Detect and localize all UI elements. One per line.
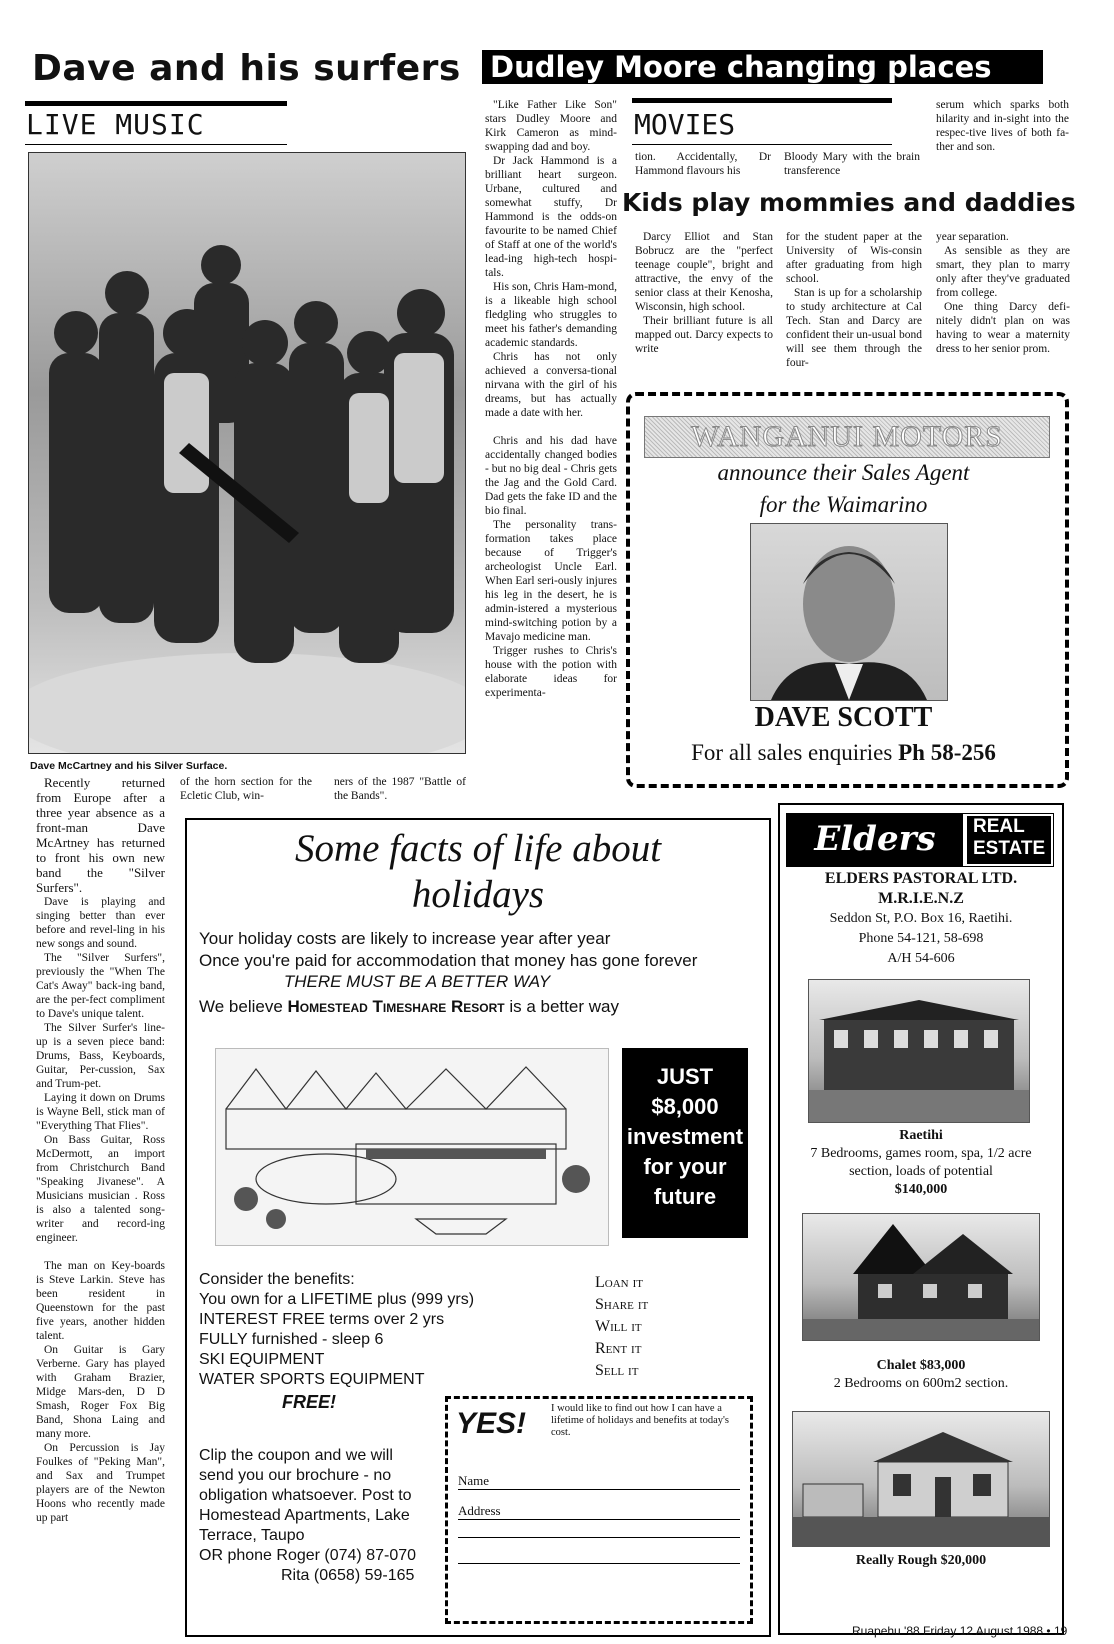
paragraph: Dr Jack Hammond is a brilliant heart surgeon. Urbane, cultured and somewhat stuffy, Dr Hammond is the odds-on favourite to be named Chief of Staff at one of the world's lead-ing high-tech hospi-tals.: [485, 155, 617, 279]
name-label: Name: [458, 1473, 490, 1488]
promo-box: [622, 1048, 748, 1238]
address: Seddon St, P.O. Box 16, Raetihi.: [829, 911, 1013, 926]
benefits-list: [199, 1270, 474, 1390]
kids-column-1: [635, 230, 773, 356]
real-estate-badge: [967, 816, 1051, 864]
coupon-address-line-2[interactable]: [458, 1537, 740, 1538]
elders-contact: [780, 869, 1062, 969]
intro-line: Once you're paid for accommodation that money has gone forever: [199, 951, 698, 970]
portrait-illustration: [751, 524, 947, 700]
listing-desc: 2 Bedrooms on 600m2 section.: [833, 1376, 1009, 1391]
listing-price: $140,000: [894, 1182, 948, 1197]
badge-line: REAL: [973, 816, 1025, 837]
wanganui-motors-ad: [626, 392, 1069, 788]
coupon[interactable]: [445, 1396, 753, 1624]
phone: Phone 54-121, 58-698: [858, 931, 984, 946]
clip-line: Clip the coupon and we will: [199, 1447, 393, 1464]
rule: [632, 144, 892, 145]
intro-line: Your holiday costs are likely to increase year after year: [199, 929, 611, 948]
actions-list: [595, 1272, 648, 1382]
headline-dave: Dave and his surfers: [32, 48, 461, 89]
band-members-illustration: [29, 153, 465, 753]
clip-line: obligation whatsoever. Post to: [199, 1487, 412, 1504]
band-photo: [28, 152, 466, 754]
promo-line: $8,000: [651, 1094, 719, 1119]
paragraph: Chris has not only achieved a conversa-tional nirvana with the girl of his dreams, but has actually made a date with her.: [485, 351, 617, 419]
coupon-name-field[interactable]: [458, 1473, 740, 1490]
paragraph: Recently returned from Europe after a three year absence as a front-man Dave McArtney has returned to front his own new band the "Silver Surfers".: [36, 775, 165, 895]
promo-line: JUST: [656, 1064, 714, 1089]
agent-name: DAVE SCOTT: [754, 702, 933, 733]
action-item: Sell it: [595, 1362, 639, 1379]
paragraph: Dave is playing and singing better than ever before and revel-ling in his new songs and sound.: [36, 896, 165, 950]
benefit-item: Consider the benefits:: [199, 1271, 355, 1288]
resort-line: [199, 997, 619, 1017]
paragraph: His son, Chris Ham-mond, is a likeable high school fledgling who struggles to meet his father's demanding academic standards.: [485, 281, 617, 349]
paragraph: On Bass Guitar, Ross McDermott, an import from Christchurch Band "Speaking Jivanese". A Musicians musician . Ross is also a talented song-writer and record-ing engineer.: [36, 1134, 165, 1244]
action-item: Share it: [595, 1296, 649, 1313]
paragraph: Their brilliant future is all mapped out. Darcy expects to write: [635, 315, 773, 355]
paragraph: Stan is up for a scholarship to study architecture at Cal Tech. Stan and Darcy are confident their un-usual bond will see them through the four-: [786, 287, 922, 369]
cottage-drawing: [793, 1412, 1049, 1546]
chalet-drawing: [803, 1214, 1039, 1340]
movies-column-1: [485, 98, 617, 700]
paragraph: Trigger rushes to Chris's house with the potion with elaborate ideas for experimenta-: [485, 645, 617, 699]
paragraph: As sensible as they are smart, they plan to marry only after they've graduated from college.: [936, 245, 1070, 299]
phone-number: Ph 58-256: [898, 740, 996, 765]
agent-portrait: [750, 523, 948, 701]
paragraph: Darcy Elliot and Stan Bobrucz are the "perfect teenage couple", bright and attractive, the envy of the senior class at their Kenosha, Wisconsin, high school.: [635, 231, 773, 313]
elders-logo: Elders: [787, 814, 963, 866]
clip-line: Terrace, Taupo: [199, 1527, 305, 1544]
action-item: Will it: [595, 1318, 642, 1335]
holiday-ad: [185, 818, 771, 1637]
rule: [25, 101, 287, 106]
benefit-item: You own for a LIFETIME plus (999 yrs): [199, 1291, 475, 1308]
resort-drawing: [216, 1049, 608, 1245]
listing-title: Chalet $83,000: [876, 1358, 966, 1373]
kids-column-2: [786, 230, 922, 370]
benefit-item: INTEREST FREE terms over 2 yrs: [199, 1311, 445, 1328]
property-photo-really-rough: [792, 1411, 1050, 1547]
paragraph: The Silver Surfer's line-up is a seven piece band: Drums, Bass, Keyboards, Guitar, Per-cussion, Sax and Trum-pet.: [36, 1022, 165, 1090]
listing-chalet: [780, 1357, 1062, 1393]
live-music-column-2: [180, 775, 312, 803]
rule: [632, 98, 892, 103]
listing-really-rough: Really Rough $20,000: [855, 1553, 987, 1568]
section-movies: MOVIES: [634, 108, 736, 141]
headline-dudley: Dudley Moore changing places: [482, 50, 1043, 84]
company-name: ELDERS PASTORAL LTD.: [824, 870, 1018, 887]
house-drawing: [809, 980, 1029, 1122]
holiday-intro: [199, 928, 697, 972]
paragraph: On Percussion is Jay Foulkes of "Peking Man", and Sax and Trumpet players are of the Newton Hoons who recently made up part: [36, 1442, 165, 1524]
promo-line: investment: [626, 1124, 744, 1149]
benefit-item: SKI EQUIPMENT: [199, 1351, 325, 1368]
enquiries-label: For all sales enquiries: [691, 740, 893, 765]
clip-line: Rita (0658) 59-165: [281, 1567, 415, 1584]
listing-raetihi: [780, 1127, 1062, 1199]
address-label: Address: [458, 1503, 501, 1518]
live-music-column-1: [36, 775, 165, 1525]
free-label: FREE!: [282, 1392, 336, 1412]
page-footer: Ruapehu '88 Friday 12 August 1988 • 19: [852, 1624, 1068, 1638]
after-hours: A/H 54-606: [887, 951, 955, 966]
paragraph: ners of the 1987 "Battle of the Bands".: [334, 776, 466, 802]
paragraph: The "Silver Surfers", previously the "When The Cat's Away" back-ing band, are the per-fect compliment to Dave's unique talent.: [36, 952, 165, 1020]
benefit-item: FULLY furnished - sleep 6: [199, 1331, 384, 1348]
live-music-column-3: [334, 775, 466, 803]
resort-text: We believe: [199, 997, 283, 1016]
paragraph: One thing Darcy defi-nitely didn't plan on was having to wear a maternity dress to her senior prom.: [936, 301, 1070, 355]
promo-line: future: [653, 1184, 717, 1209]
wanganui-motors-logo: WANGANUI MOTORS: [644, 416, 1050, 458]
listing-desc: 7 Bedrooms, games room, spa, 1/2 acre section, loads of potential: [810, 1146, 1032, 1179]
movies-column-2: [635, 150, 771, 178]
paragraph: Laying it down on Drums is Wayne Bell, stick man of "Everything That Flies".: [36, 1092, 165, 1132]
movies-column-3: [784, 150, 920, 178]
movies-column-4: [936, 98, 1069, 154]
holiday-title-2: holidays: [411, 873, 545, 916]
paragraph: for the student paper at the University of Wis-consin after graduating from high school.: [786, 231, 922, 285]
property-photo-chalet: [802, 1213, 1040, 1341]
paragraph: Bloody Mary with the brain transference: [784, 151, 920, 177]
better-way: THERE MUST BE A BETTER WAY: [283, 972, 551, 991]
photo-caption: Dave McCartney and his Silver Surface.: [30, 760, 228, 772]
paragraph: The personality trans-formation takes place because of Trigger's archeologist Uncle Earl. When Earl seri-ously injures his leg in the desert, he is admin-istered a mysterious mind-switching potion by a Mavajo medicine man.: [485, 519, 617, 643]
coupon-yes: YES!: [456, 1407, 527, 1440]
clip-line: send you our brochure - no: [199, 1467, 392, 1484]
resort-illustration: [215, 1048, 609, 1246]
clip-coupon-text: [199, 1446, 416, 1586]
ad-line-2: for the Waimarino: [759, 492, 928, 517]
paragraph: serum which sparks both hilarity and in-sight into the respec-tive lives of both fa-ther and son.: [936, 99, 1069, 153]
rule: [25, 144, 287, 145]
paragraph: On Guitar is Gary Verberne. Gary has played with Graham Brazier, Midge Mars-den, D D Smash, Roger Fox Big Band, Shona Laing and many more.: [36, 1344, 165, 1440]
section-live-music: LIVE MUSIC: [26, 108, 205, 141]
action-item: Loan it: [595, 1274, 643, 1291]
benefit-item: WATER SPORTS EQUIPMENT: [199, 1371, 425, 1388]
badge-line: ESTATE: [973, 838, 1046, 859]
paragraph: Chris and his dad have accidentally changed bodies - but no big deal - Chris gets the Jag and the Gold Card. Dad gets the fake ID and the bio final.: [485, 435, 617, 517]
resort-text: is a better way: [509, 997, 619, 1016]
paragraph: year separation.: [936, 231, 1009, 243]
paragraph: tion. Accidentally, Dr Hammond flavours his: [635, 151, 771, 177]
coupon-address-line-3[interactable]: [458, 1563, 740, 1564]
promo-line: for your: [643, 1154, 727, 1179]
coupon-address-field[interactable]: [458, 1503, 740, 1520]
coupon-text: I would like to find out how I can have a lifetime of holidays and benefits at today's cost.: [551, 1403, 730, 1438]
reinz: M.R.I.E.N.Z: [878, 890, 964, 907]
listing-title: Raetihi: [899, 1128, 943, 1143]
paragraph: of the horn section for the Ecletic Club, win-: [180, 776, 312, 802]
kids-column-3: [936, 230, 1070, 356]
action-item: Rent it: [595, 1340, 642, 1357]
elders-ad: [778, 803, 1064, 1635]
elders-header: [786, 813, 1054, 867]
resort-name: Homestead Timeshare Resort: [287, 997, 505, 1016]
ad-line-1: announce their Sales Agent: [717, 460, 970, 485]
agent-enquiries: [630, 740, 1057, 766]
paragraph: "Like Father Like Son" stars Dudley Moore and Kirk Cameron as mind-swapping dad and boy.: [485, 99, 617, 153]
clip-line: Homestead Apartments, Lake: [199, 1507, 410, 1524]
property-photo-raetihi: [808, 979, 1030, 1123]
paragraph: The man on Key-boards is Steve Larkin. Steve has been resident in Queenstown for the past five years, another hidden talent.: [36, 1260, 165, 1342]
holiday-title-1: Some facts of life about: [294, 827, 662, 870]
headline-kids: Kids play mommies and daddies: [622, 188, 1076, 217]
clip-line: OR phone Roger (074) 87-070: [199, 1547, 417, 1564]
